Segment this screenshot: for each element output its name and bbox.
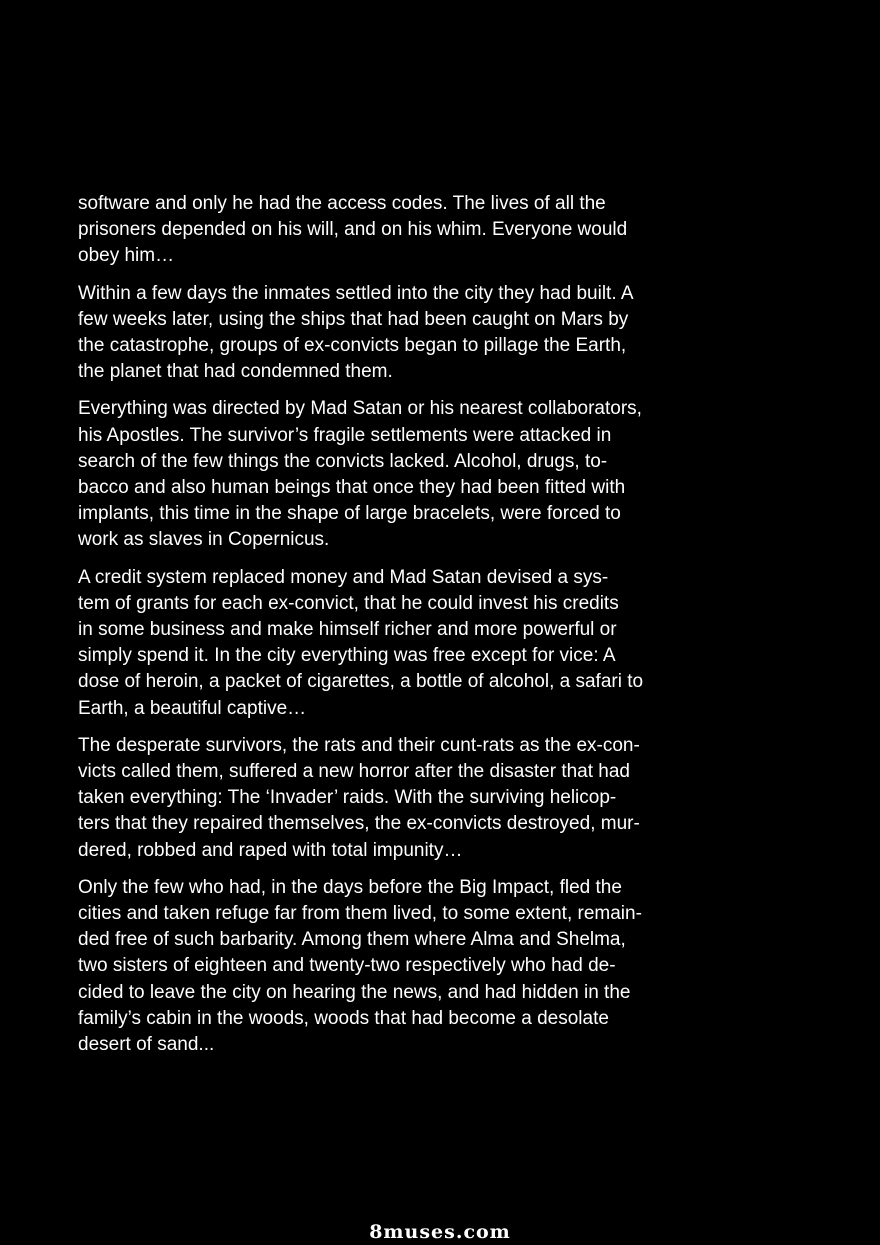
paragraph-4: A credit system replaced money and Mad Satan devised a sys- tem of grants for each ex-convict, that he could invest his credits in some business and make himself richer and more powerful or simply spend it. In the city everything was free except for vice: A dose of heroin, a packet of cigarettes, a bottle of alcohol, a safari to Earth, a beautiful captive… bbox=[78, 566, 644, 719]
paragraph-1: software and only he had the access codes. The lives of all the prisoners depended on his will, and on his whim. Everyone would obey him… bbox=[78, 193, 628, 267]
paragraph-5: The desperate survivors, the rats and their cunt-rats as the ex-con- victs called them, suffered a new horror after the disaster that had taken everything: The ‘Invader’ raids. With the surviving helicop- ters that they repaired themselves, the ex-convicts destroyed, mur- dered, robbed and raped with total impunity… bbox=[78, 734, 640, 861]
text-column bbox=[78, 191, 698, 1069]
paragraph-2: Within a few days the inmates settled into the city they had built. A few weeks later, using the ships that had been caught on Mars by the catastrophe, groups of ex-convicts began to pillage the Earth, the planet that had condemned them. bbox=[78, 282, 634, 383]
paragraph-6: Only the few who had, in the days before the Big Impact, fled the cities and taken refuge far from them lived, to some extent, remain- ded free of such barbarity. Among them where Alma and Shelma, two sisters of eighteen and twenty-two respectively who had de- cided to leave the city on hearing the news, and had hidden in the family’s cabin in the woods, woods that had become a desolate desert of sand... bbox=[78, 876, 642, 1056]
paragraph-3: Everything was directed by Mad Satan or his nearest collaborators, his Apostles. The survivor’s fragile settlements were attacked in search of the few things the convicts lacked. Alcohol, drugs, to- bacco and also human beings that once they had been fitted with implants, this time in the shape of large bracelets, were forced to work as slaves in Copernicus. bbox=[78, 398, 642, 551]
site-watermark: 8muses.com bbox=[369, 1221, 511, 1243]
